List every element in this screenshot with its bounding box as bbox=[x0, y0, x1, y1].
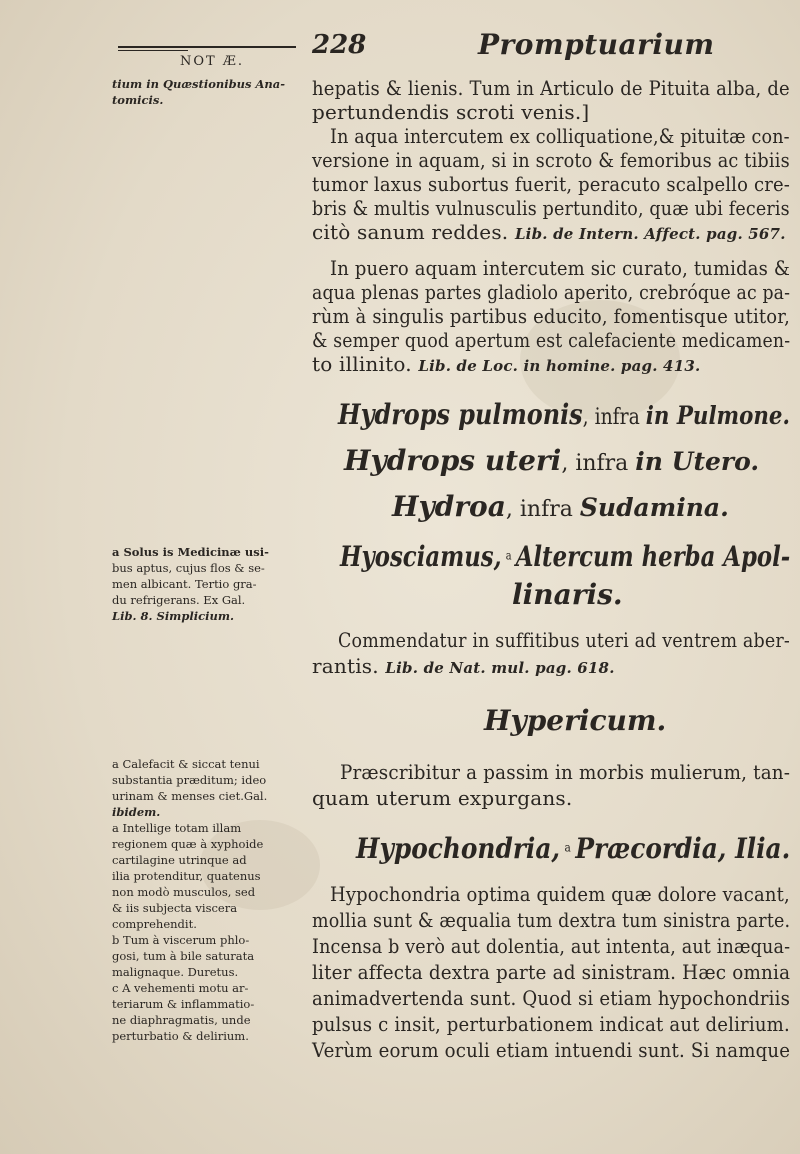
headword: Hypochondria, bbox=[356, 832, 561, 865]
header-rule bbox=[118, 50, 188, 51]
headword: Hyosciamus, bbox=[340, 540, 502, 573]
text-line: Verùm eorum oculi etiam intuendi sunt. Si namque bbox=[312, 1038, 791, 1062]
text-line: mollia sunt & æqualia tum dextra tum sinistra parte. bbox=[312, 908, 791, 932]
text-line: liter affecta dextra parte ad sinistram. Hæc omnia bbox=[312, 960, 791, 984]
notae-label: NOT Æ. bbox=[180, 54, 244, 69]
footnote-mark: a bbox=[564, 840, 571, 855]
margin-note: gosi, tum à bile saturata bbox=[112, 949, 255, 963]
margin-note: non modò musculos, sed bbox=[112, 885, 256, 899]
headword: Hydrops pulmonis bbox=[338, 398, 583, 431]
margin-note: teriarum & inflammatio- bbox=[112, 997, 255, 1011]
citation: Lib. de Loc. in homine. pag. 413. bbox=[418, 357, 701, 375]
margin-note: tium in Quæstionibus Ana- bbox=[112, 77, 285, 91]
margin-note: Lib. 8. Simplicium. bbox=[112, 609, 235, 623]
margin-note: regionem quæ à xyphoide bbox=[112, 837, 264, 851]
alt-name: Præcordia, Ilia. bbox=[575, 832, 791, 865]
alt-name: Altercum herba Apol- bbox=[515, 540, 791, 573]
headword: Hydroa bbox=[392, 490, 506, 523]
margin-note: malignaque. Duretus. bbox=[112, 965, 239, 979]
margin-note: a Calefacit & siccat tenui bbox=[112, 757, 260, 771]
hyosciamus-heading bbox=[340, 540, 790, 573]
citation: Lib. de Nat. mul. pag. 618. bbox=[385, 659, 615, 677]
footnote-mark: a bbox=[505, 548, 512, 563]
text-line: In aqua intercutem ex colliquatione,& pituitæ con- bbox=[330, 124, 790, 148]
text-line: Hypochondria optima quidem quæ dolore vacant, bbox=[330, 882, 790, 906]
text-line: tumor laxus subortus fuerit, peracuto scalpello cre- bbox=[312, 172, 790, 196]
text-line: Commendatur in suffitibus uteri ad ventrem aber- bbox=[338, 628, 790, 652]
text-line bbox=[312, 220, 786, 244]
margin-note: tomicis. bbox=[112, 93, 164, 107]
text-line: bris & multis vulnusculis pertundito, quæ ubi feceris bbox=[312, 196, 790, 220]
running-title: Promptuarium bbox=[478, 28, 715, 61]
crossref-target: Sudamina. bbox=[579, 493, 729, 522]
text-line: rùm à singulis partibus educito, fomentisque utitor, bbox=[312, 304, 790, 328]
crossref-text: , infra bbox=[561, 451, 629, 476]
margin-note: c A vehementi motu ar- bbox=[112, 981, 249, 995]
crossref-hydrops-uteri bbox=[344, 444, 759, 477]
crossref-target: in Utero. bbox=[635, 447, 760, 476]
text-line: pertundendis scroti venis.] bbox=[312, 100, 590, 124]
margin-note: cartilagine utrinque ad bbox=[112, 853, 247, 867]
text-line: animadvertenda sunt. Quod si etiam hypochondriis bbox=[312, 986, 791, 1010]
margin-note: urinam & menses ciet.Gal. bbox=[112, 789, 268, 803]
text-span: citò sanum reddes. bbox=[312, 220, 509, 244]
hypochondria-heading bbox=[356, 832, 790, 865]
text-line bbox=[312, 654, 615, 678]
margin-note: du refrigerans. Ex Gal. bbox=[112, 593, 246, 607]
margin-note: men albicant. Tertio gra- bbox=[112, 577, 257, 591]
text-line: & semper quod apertum est calefaciente medicamen- bbox=[312, 328, 791, 352]
crossref-hydrops-pulmonis bbox=[338, 398, 790, 431]
margin-note: a Solus is Medicinæ usi- bbox=[112, 545, 269, 559]
text-line: versione in aquam, si in scroto & femoribus ac tibiis bbox=[312, 148, 790, 172]
margin-note: bus aptus, cujus flos & se- bbox=[112, 561, 265, 575]
margin-note: ibidem. bbox=[112, 805, 161, 819]
header-rule bbox=[118, 46, 296, 48]
crossref-hydroa bbox=[392, 490, 729, 523]
text-line: quam uterum expurgans. bbox=[312, 786, 573, 810]
headword: Hydrops uteri bbox=[344, 444, 562, 477]
text-span: to illinito. bbox=[312, 352, 412, 376]
margin-note: a Intellige totam illam bbox=[112, 821, 242, 835]
text-line: pulsus c insit, perturbationem indicat aut delirium. bbox=[312, 1012, 790, 1036]
margin-note: comprehendit. bbox=[112, 917, 197, 931]
text-line: hepatis & lienis. Tum in Articulo de Pituita alba, de bbox=[312, 76, 790, 100]
alt-name: linaris. bbox=[512, 578, 623, 611]
text-line: Præscribitur a passim in morbis mulierum, tan- bbox=[340, 760, 791, 784]
text-line: aqua plenas partes gladiolo aperito, crebróque ac pa- bbox=[312, 280, 791, 304]
margin-note: ilia protenditur, quatenus bbox=[112, 869, 261, 883]
margin-note: ne diaphragmatis, unde bbox=[112, 1013, 251, 1027]
margin-note: substantia præditum; ideo bbox=[112, 773, 267, 787]
margin-note: & iis subjecta viscera bbox=[112, 901, 238, 915]
text-line bbox=[312, 352, 700, 376]
crossref-text: , infra bbox=[582, 405, 640, 430]
page-number: 228 bbox=[312, 30, 367, 60]
margin-note: b Tum à viscerum phlo- bbox=[112, 933, 250, 947]
text-line: Incensa b verò aut dolentia, aut intenta, aut inæqua- bbox=[312, 934, 791, 958]
crossref-target: in Pulmone. bbox=[645, 401, 790, 430]
citation: Lib. de Intern. Affect. pag. 567. bbox=[514, 225, 786, 243]
text-line: In puero aquam intercutem sic curato, tumidas & bbox=[330, 256, 791, 280]
crossref-text: , infra bbox=[505, 497, 573, 522]
margin-note: perturbatio & delirium. bbox=[112, 1029, 249, 1043]
hypericum-heading: Hypericum. bbox=[484, 704, 667, 737]
text-span: rantis. bbox=[312, 654, 379, 678]
